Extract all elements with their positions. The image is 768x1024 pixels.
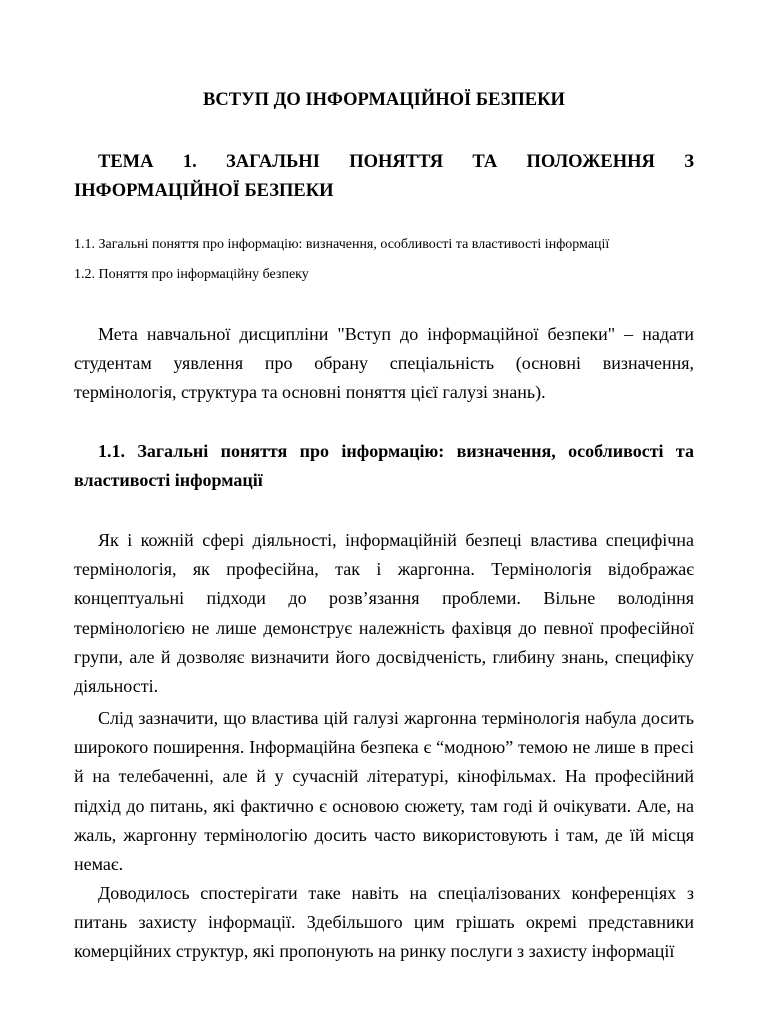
body-paragraph-3: Доводилось спостерігати таке навіть на спеціалізованих конференціях з питань захисту інформації. Здебільшого цим грішать окремі представники комерційних структур, які пропонують на ринку послуги з захисту інформації — [74, 883, 694, 962]
document-title: ВСТУП ДО ІНФОРМАЦІЙНОЇ БЕЗПЕКИ — [203, 90, 565, 110]
toc-item-2: 1.2. Поняття про інформаційну безпеку — [74, 267, 309, 282]
body-paragraph-2: Слід зазначити, що властива цій галузі жаргонна термінологія набула досить широкого поширення. Інформаційна безпека є “модною” темою не лише в пресі й на телебаченні, але й у сучасній літературі, кінофільмах. На професійний підхід до питань, які фактично є основою сюжету, там годі й очікувати. Але, на жаль, жаргонну термінологію досить часто використовують і там, де їй місця немає. — [74, 708, 694, 875]
body-paragraph-1: Як і кожній сфері діяльності, інформаційній безпеці властива специфічна термінологія, як професійна, так і жаргонна. Термінологія відображає концептуальні підходи до розв’язання проблеми. Вільне володіння термінологією не лише демонструє належність фахівця до певної професійної групи, але й дозволяє визначити його досвідченість, глибину знань, специфіку діяльності. — [74, 530, 694, 697]
topic-heading: ТЕМА 1. ЗАГАЛЬНІ ПОНЯТТЯ ТА ПОЛОЖЕННЯ З ІНФОРМАЦІЙНОЇ БЕЗПЕКИ — [74, 152, 694, 201]
section-heading: 1.1. Загальні поняття про інформацію: визначення, особливості та властивості інформації — [74, 441, 694, 491]
toc-item-1: 1.1. Загальні поняття про інформацію: визначення, особливості та властивості інформації — [74, 237, 610, 252]
intro-paragraph: Мета навчальної дисципліни "Вступ до інформаційної безпеки" – надати студентам уявлення про обрану спеціальність (основні визначення, термінологія, структура та основні поняття цієї галузі знань). — [74, 324, 694, 403]
